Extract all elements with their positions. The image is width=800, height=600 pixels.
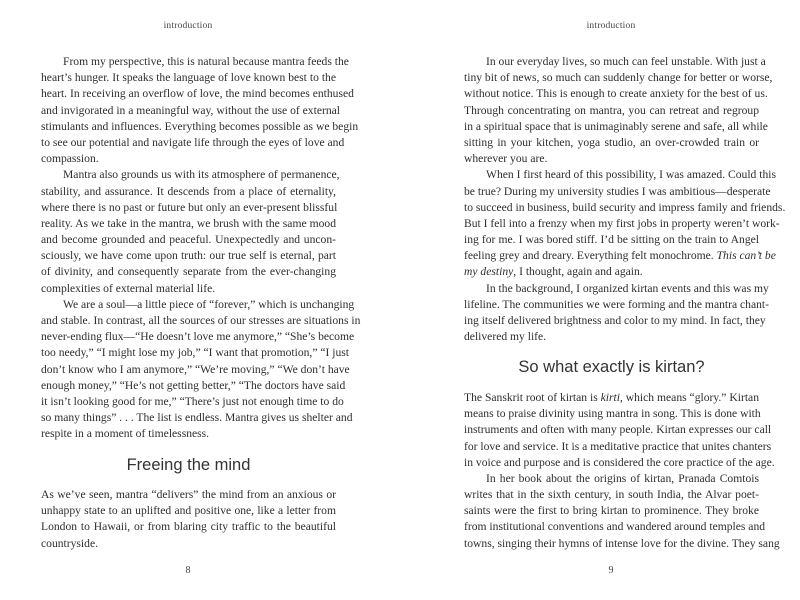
section-heading: Freeing the mind	[126, 455, 251, 474]
paragraph	[464, 167, 786, 280]
text-line: tiny bit of news, so much can suddenly change for better or worse,	[464, 71, 773, 85]
text-line: sitting in your kitchen, yoga studio, an over-crowded train or	[464, 135, 759, 149]
text-line: ing for me. I was bored stiff. I’d be sitting on the train to Angel	[464, 233, 759, 247]
text-line: In the background, I organized kirtan events and this was my	[486, 281, 769, 295]
text-line: towns, singing their hymns of intense love for the divine. They sang	[464, 536, 780, 550]
paragraph	[464, 54, 773, 167]
running-head: introduction	[163, 21, 213, 31]
text-line: it isn’t looking good for me,” “There’s just not enough time to do	[41, 394, 344, 408]
right-page	[400, 0, 800, 600]
text-line: But I fell into a frenzy when my first jobs in property weren’t work-	[464, 216, 780, 230]
text-line: wherever you are.	[464, 152, 548, 166]
text-line: compassion.	[41, 152, 99, 166]
text-span: , which means “glory.” Kirtan	[619, 390, 759, 404]
text-line: in voice and purpose and is considered the core practice of the age.	[464, 455, 775, 469]
text-line: don’t know who I am anymore,” “We’re moving,” “We don’t have	[41, 362, 350, 376]
text-line: reality. As we take in the mantra, we brush with the same mood	[41, 216, 336, 230]
text-line: from institutional conventions and wandered around temples and	[464, 520, 766, 534]
text-line: We are a soul—a little piece of “forever,” which is unchanging	[63, 297, 355, 311]
text-line	[464, 390, 759, 406]
text-line: heart’s hunger. It speaks the language of love known best to the	[41, 71, 336, 85]
text-line: stability, and assurance. It descends from a place of eternality,	[41, 184, 336, 198]
page-number: 8	[185, 565, 191, 576]
text-line: be true? During my university studies I was ambitious—desperate	[464, 184, 771, 198]
paragraph	[41, 297, 361, 443]
text-line: delivered my life.	[464, 330, 547, 344]
page-number: 9	[608, 565, 614, 576]
text-line: too needy,” “I might lose my job,” “I want that promotion,” “I just	[41, 346, 350, 360]
text-line: without notice. This is enough to create anxiety for the best of us.	[464, 87, 768, 101]
text-line: Through concentrating on mantra, you can retreat and regroup	[464, 103, 759, 117]
paragraph	[464, 390, 775, 471]
text-line: sciously, we have come upon truth: our true self is eternal, part	[41, 249, 336, 263]
text-line: Mantra also grounds us with its atmosphere of permanence,	[63, 168, 340, 182]
text-line: where there is no past or future but only an ever-present blissful	[41, 200, 338, 214]
text-line: As we’ve seen, mantra “delivers” the mind from an anxious or	[41, 488, 336, 502]
text-line: to see our potential and navigate life through the eyes of love and	[41, 135, 345, 149]
text-span: feeling grey and dreary. Everything felt monochrome.	[464, 249, 717, 263]
text-line: countryside.	[41, 536, 98, 550]
page-text	[41, 54, 361, 552]
text-line: enough money,” “He’s not getting better,” “The doctors have said	[41, 378, 346, 392]
text-line: means to praise divinity using mantra in song. This is done with	[464, 407, 761, 421]
text-span: The Sanskrit root of kirtan is	[464, 390, 601, 404]
paragraph	[41, 487, 336, 552]
text-line: in a spiritual space that is unimaginably serene and safe, all while	[464, 119, 768, 133]
text-line: saints were the first to bring kirtan to prominence. They broke	[464, 504, 759, 518]
text-line: stimulants and influences. Everything becomes possible as we begin	[41, 119, 359, 133]
text-line: of divinity, and consequently separate from the ever-changing	[41, 265, 336, 279]
italic-text: This can’t be	[716, 249, 776, 263]
text-line: heart. In receiving an overflow of love, the mind becomes enthused	[41, 87, 354, 101]
text-line: and become grounded and peaceful. Unexpectedly and uncon-	[41, 233, 336, 247]
text-line: instruments and often with many people. Kirtan expresses our call	[464, 423, 772, 437]
text-line: In her book about the origins of kirtan, Pranada Comtois	[486, 471, 759, 485]
paragraph	[41, 54, 359, 167]
text-line: When I first heard of this possibility, I was amazed. Could this	[486, 168, 777, 182]
paragraph	[464, 281, 769, 346]
text-line: to succeed in business, build security and impress family and friends.	[464, 200, 786, 214]
italic-text: my destiny	[464, 265, 514, 279]
text-span: , I thought, again and again.	[513, 265, 643, 279]
section-heading: So what exactly is kirtan?	[518, 358, 705, 377]
paragraph	[41, 167, 340, 297]
text-line: never-ending flux—“He doesn’t love me anymore,” “She’s become	[41, 330, 355, 344]
text-line: From my perspective, this is natural because mantra feeds the	[63, 55, 349, 68]
running-head: introduction	[586, 21, 636, 31]
page-text	[464, 54, 786, 552]
text-line: unhappy state to an uplifted and positive one, like a letter from	[41, 504, 336, 518]
text-line: so many things” . . . The list is endless. Mantra gives us shelter and	[41, 411, 353, 425]
text-line: ing itself delivered brightness and color to my mind. In fact, they	[464, 314, 766, 327]
text-line	[464, 264, 759, 280]
text-line: writes that in the sixth century, in south India, the Alvar poet-	[464, 488, 759, 502]
text-line: respite in a moment of timelessness.	[41, 427, 210, 441]
paragraph	[464, 471, 780, 552]
text-line	[464, 248, 776, 264]
text-line: London to Hawaii, or from blaring city traffic to the beautiful	[41, 520, 336, 534]
text-line: and invigorated in a meaningful way, without the use of external	[41, 103, 340, 117]
text-line: lifeline. The communities we were forming and the mantra chant-	[464, 297, 769, 311]
italic-text: kirti	[600, 390, 620, 404]
text-line: and stable. In contrast, all the sources of our stresses are situations in	[41, 314, 361, 327]
text-line: for love and service. It is a meditative practice that unites chanters	[464, 439, 772, 453]
text-line: complexities of external material life.	[41, 281, 216, 295]
text-line: In our everyday lives, so much can feel unstable. With just a	[486, 55, 766, 68]
